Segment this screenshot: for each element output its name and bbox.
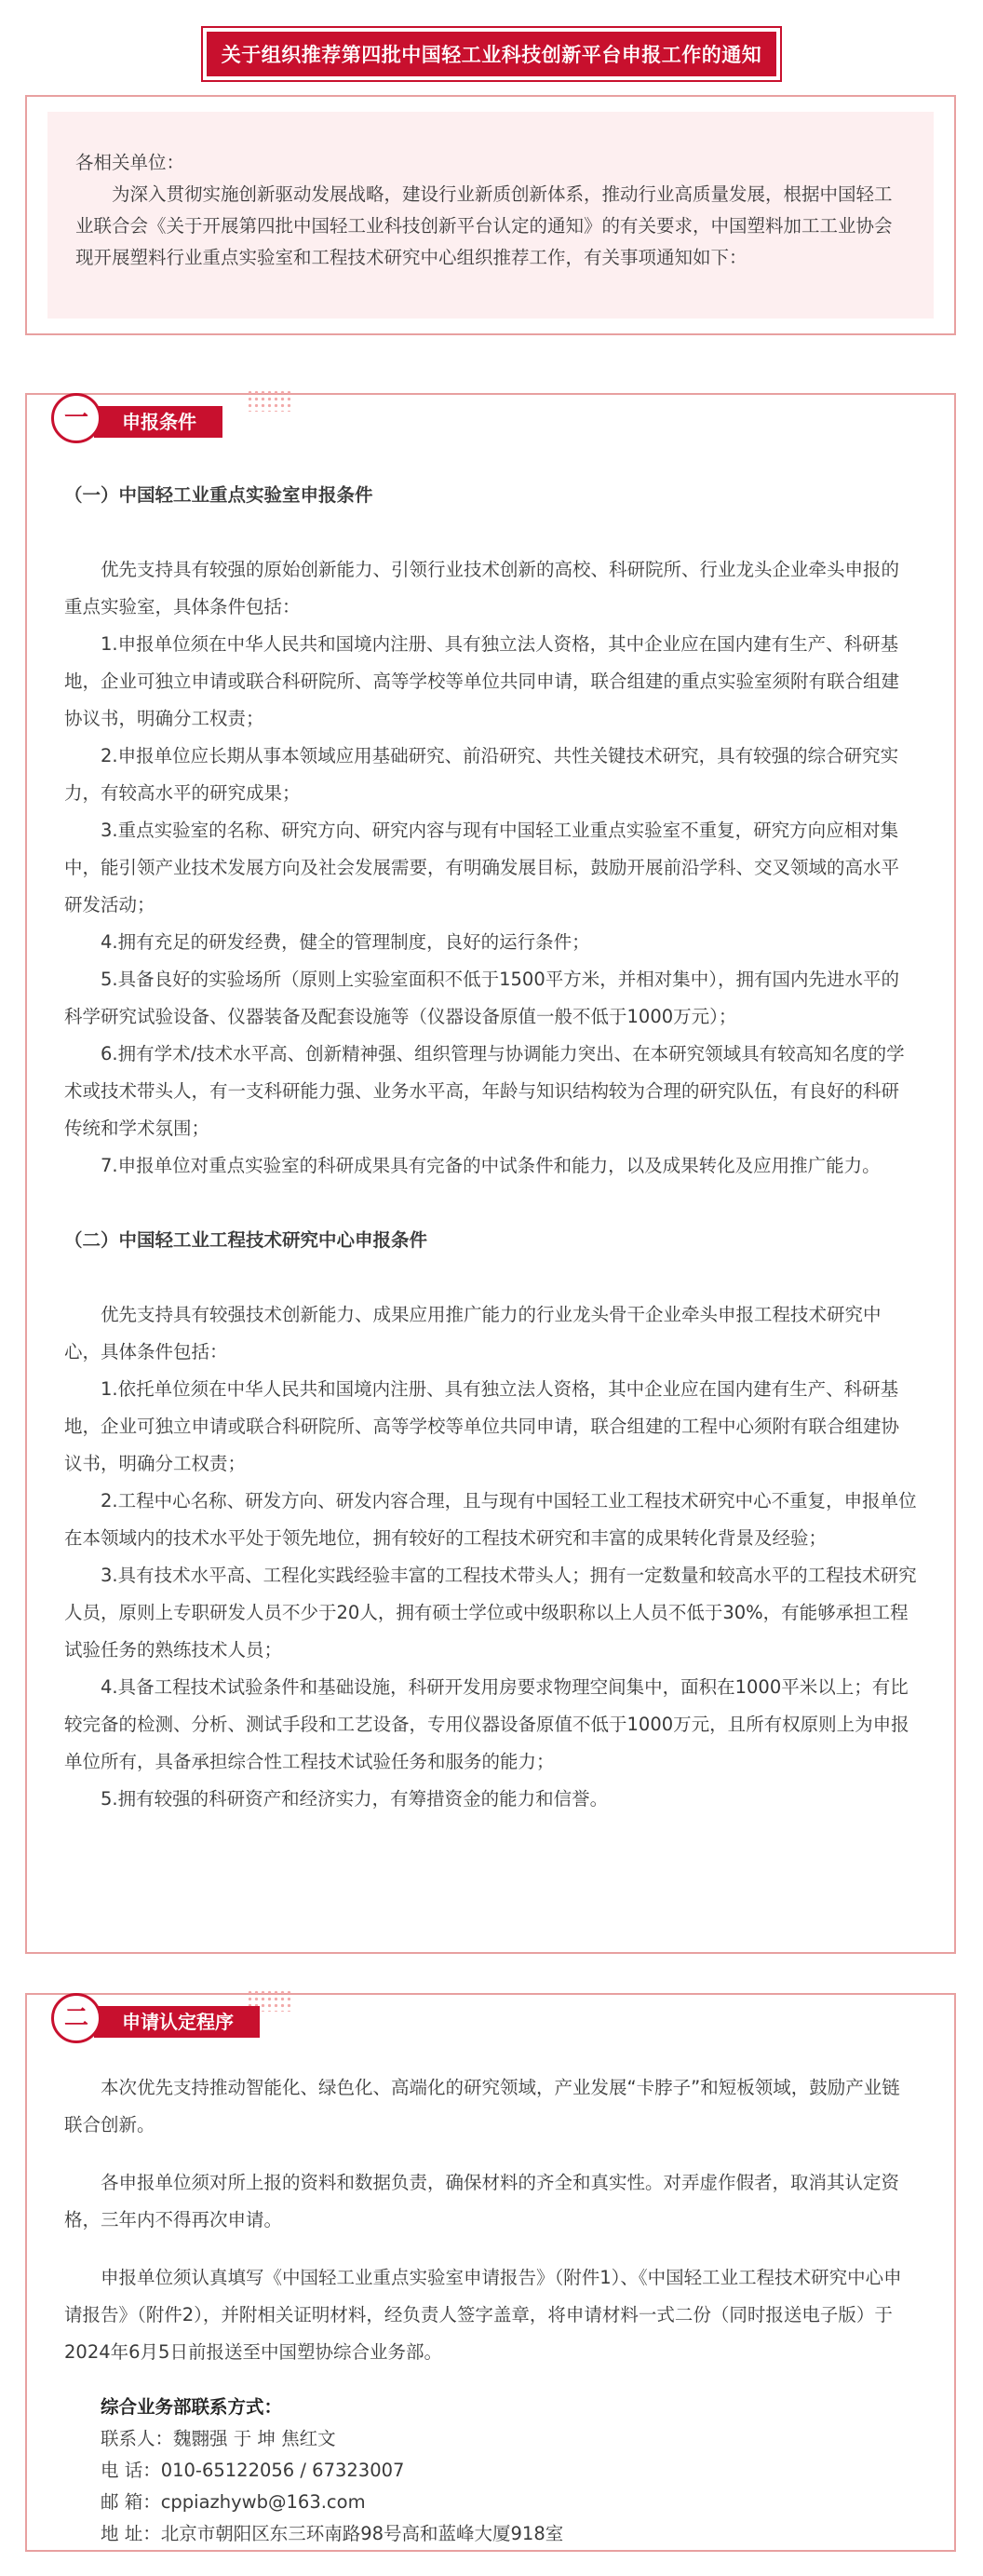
subsection-lead: 优先支持具有较强技术创新能力、成果应用推广能力的行业龙头骨干企业牵头申报工程技术研究中心，具体条件包括： <box>64 1304 882 1363</box>
contact-heading: 综合业务部联系方式： <box>101 2396 283 2418</box>
procedure-paragraph: 各申报单位须对所上报的资料和数据负责，确保材料的齐全和真实性。对弄虚作假者，取消其认定资格，三年内不得再次申请。 <box>64 2172 900 2230</box>
intro-box <box>47 112 934 319</box>
procedure-paragraph: 本次优先支持推动智能化、绿色化、高端化的研究领域，产业发展“卡脖子”和短板领域，鼓励产业链联合创新。 <box>64 2077 900 2135</box>
dot-pattern-decoration <box>247 389 291 412</box>
title-box <box>201 26 783 82</box>
condition-item: 6.拥有学术/技术水平高、创新精神强、组织管理与协调能力突出、在本研究领域具有较高知名度的学术或技术带头人，有一支科研能力强、业务水平高，年龄与知识结构较为合理的研究队伍，有良好的科研传统和学术氛围； <box>64 1043 905 1139</box>
section-procedure <box>25 1993 956 2552</box>
section-requirements <box>25 393 956 1954</box>
section-content <box>64 477 917 1818</box>
condition-item: 4.拥有充足的研发经费，健全的管理制度，良好的运行条件； <box>101 931 590 953</box>
intro-body: 为深入贯彻实施创新驱动发展战略，建设行业新质创新体系，推动行业高质量发展，根据中国轻工业联合会《关于开展第四批中国轻工业科技创新平台认定的通知》的有关要求，中国塑料加工工业协会现开展塑料行业重点实验室和工程技术研究中心组织推荐工作，有关事项通知如下： <box>75 183 893 268</box>
page-title: 关于组织推荐第四批中国轻工业科技创新平台申报工作的通知 <box>207 32 777 76</box>
section-title: 申报条件 <box>94 406 222 438</box>
subsection-heading: （一）中国轻工业重点实验室申报条件 <box>64 484 373 506</box>
contact-phone: 电 话：010-65122056 / 67323007 <box>101 2460 405 2481</box>
contact-email[interactable]: 邮 箱：cppiazhywb@163.com <box>101 2491 366 2513</box>
section-content <box>64 2069 917 2550</box>
condition-item: 5.拥有较强的科研资产和经济实力，有筹措资金的能力和信誉。 <box>101 1788 609 1810</box>
title-wrap <box>0 26 983 82</box>
condition-item: 3.具有技术水平高、工程化实践经验丰富的工程技术带头人；拥有一定数量和较高水平的工程技术研究人员，原则上专职研发人员不少于20人，拥有硕士学位或中级职称以上人员不低于30%，有能够承担工程试验任务的熟练技术人员； <box>64 1565 917 1661</box>
section-number-badge: 二 <box>51 1993 101 2043</box>
condition-item: 3.重点实验室的名称、研究方向、研究内容与现有中国轻工业重点实验室不重复，研究方向应相对集中，能引领产业技术发展方向及社会发展需要，有明确发展目标，鼓励开展前沿学科、交叉领域的高水平研发活动； <box>64 820 900 915</box>
condition-item: 2.工程中心名称、研发方向、研发内容合理，且与现有中国轻工业工程技术研究中心不重复，申报单位在本领域内的技术水平处于领先地位，拥有较好的工程技术研究和丰富的成果转化背景及经验； <box>64 1490 917 1549</box>
procedure-paragraph: 申报单位须认真填写《中国轻工业重点实验室申请报告》（附件1）、《中国轻工业工程技术研究中心申请报告》（附件2），并附相关证明材料，经负责人签字盖章，将申请材料一式二份（同时报送电子版）于2024年6月5日前报送至中国塑协综合业务部。 <box>64 2267 902 2363</box>
intro-salutation: 各相关单位： <box>75 152 185 173</box>
section-header <box>51 389 293 447</box>
condition-item: 5.具备良好的实验场所（原则上实验室面积不低于1500平方米，并相对集中），拥有国内先进水平的科学研究试验设备、仪器装备及配套设施等（仪器设备原值一般不低于1000万元）； <box>64 969 899 1027</box>
subsection-lead: 优先支持具有较强的原始创新能力、引领行业技术创新的高校、科研院所、行业龙头企业牵头申报的重点实验室，具体条件包括： <box>64 559 900 617</box>
contact-block <box>64 2392 917 2550</box>
contact-address: 地 址：北京市朝阳区东三环南路98号高和蓝峰大厦918室 <box>101 2523 564 2544</box>
condition-item: 2.申报单位应长期从事本领域应用基础研究、前沿研究、共性关键技术研究，具有较强的综合研究实力，有较高水平的研究成果； <box>64 745 899 804</box>
condition-item: 7.申报单位对重点实验室的科研成果具有完备的中试条件和能力，以及成果转化及应用推广能力。 <box>101 1155 881 1176</box>
condition-item: 4.具备工程技术试验条件和基础设施，科研开发用房要求物理空间集中，面积在1000平米以上；有比较完备的检测、分析、测试手段和工艺设备，专用仪器设备原值不低于1000万元，且所有权原则上为申报单位所有，具备承担综合性工程技术试验任务和服务的能力； <box>64 1676 909 1772</box>
condition-item: 1.依托单位须在中华人民共和国境内注册、具有独立法人资格，其中企业应在国内建有生产、科研基地，企业可独立申请或联合科研院所、高等学校等单位共同申请，联合组建的工程中心须附有联合组建协议书，明确分工权责； <box>64 1378 900 1474</box>
condition-item: 1.申报单位须在中华人民共和国境内注册、具有独立法人资格，其中企业应在国内建有生产、科研基地，企业可独立申请或联合科研院所、高等学校等单位共同申请，联合组建的重点实验室须附有联合组建协议书，明确分工权责； <box>64 633 900 729</box>
section-number-badge: 一 <box>51 393 101 443</box>
intro-frame <box>25 95 956 335</box>
contact-person: 联系人：魏翾强 于 坤 焦红文 <box>101 2428 336 2449</box>
subsection-heading: （二）中国轻工业工程技术研究中心申报条件 <box>64 1229 428 1251</box>
section-header <box>51 1989 293 2047</box>
section-title: 申请认定程序 <box>94 2006 260 2038</box>
